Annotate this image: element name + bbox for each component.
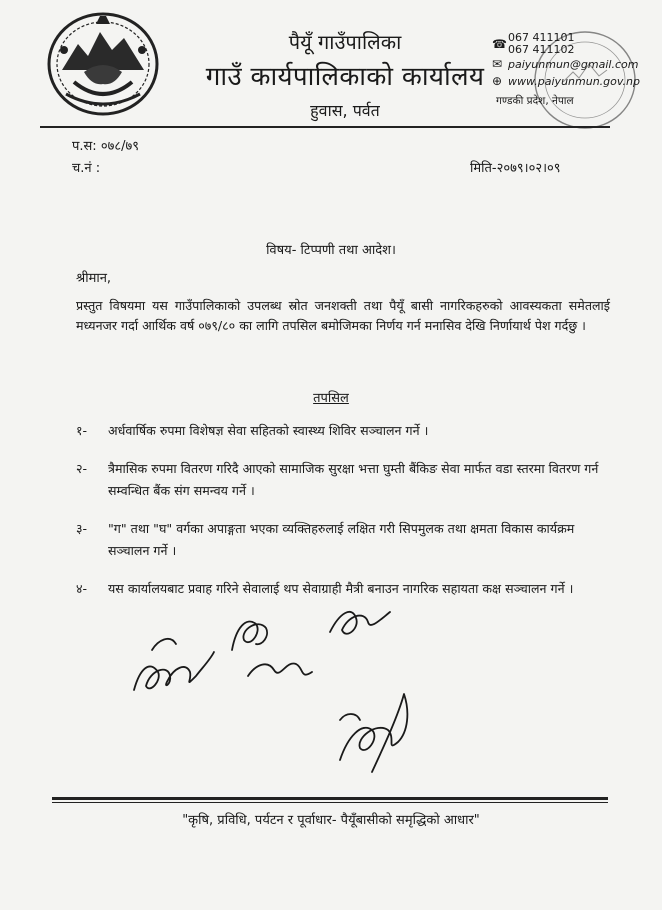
list-item <box>76 458 610 502</box>
salutation: श्रीमान, <box>76 271 112 286</box>
phone-number-2: 067 411102 <box>508 43 575 56</box>
contact-block <box>492 32 652 110</box>
dispatch-number: च.नं : <box>72 161 101 176</box>
province-label: गण्डकी प्रदेश, नेपाल <box>496 95 574 107</box>
details-heading: तपसिल <box>313 391 349 406</box>
letter-body: प्रस्तुत विषयमा यस गाउँपालिकाको उपलब्ध स्रोत जनशक्ती तथा पैयूँ बासी नागरिकहरुको आवस्यकता समेतलाई मध्यनजर गर्दा आर्थिक वर्ष ०७९/८० का लागि तपसिल बमोजिमका निर्णय गर्न मनासिव देखि निर्णायार्थ पेश गर्दछु । <box>76 298 610 333</box>
phone-icon: ☎ <box>492 36 507 51</box>
list-item <box>76 420 610 442</box>
email-address: paiyunmun@gmail.com <box>508 58 639 71</box>
item-number: ३- <box>76 521 88 536</box>
phone-number-1: 067 411101 <box>508 31 575 44</box>
footer-motto: "कृषि, प्रविधि, पर्यटन र पूर्वाधार- पैयूँबासीको समृद्धिको आधार" <box>182 813 480 828</box>
letter-date: मिति-२०७९।०२।०९ <box>470 161 561 176</box>
item-number: २- <box>76 461 88 476</box>
mail-icon: ✉ <box>492 57 503 71</box>
item-text: "ग" तथा "घ" वर्गका अपाङ्गता भएका व्यक्तिहरुलाई लक्षित गरी सिपमुलक तथा क्षमता विकास कार्यक्रम सञ्चालन गर्ने । <box>108 521 575 558</box>
municipality-name: पैयूँ गाउँपालिका <box>288 30 402 54</box>
office-name: गाउँ कार्यपालिकाको कार्यालय <box>205 62 485 92</box>
list-item <box>76 518 610 562</box>
nepal-emblem-logo <box>44 10 162 122</box>
signature-4 <box>340 694 407 772</box>
signature-1 <box>134 652 214 690</box>
office-header <box>195 28 495 121</box>
list-item <box>76 578 610 600</box>
footer-divider-thin <box>52 802 608 803</box>
globe-icon: ⊕ <box>492 74 503 88</box>
item-text: अर्धवार्षिक रुपमा विशेषज्ञ सेवा सहितको स्वास्थ्य शिविर सञ्चालन गर्ने । <box>108 423 429 438</box>
item-number: १- <box>76 423 88 438</box>
signature-2 <box>232 622 267 650</box>
office-address: हुवास, पर्वत <box>310 101 380 120</box>
letter-subject: विषय- टिप्पणी तथा आदेश। <box>266 243 396 258</box>
item-number: ४- <box>76 581 88 596</box>
decision-list <box>76 420 610 616</box>
header-divider <box>40 126 610 128</box>
item-text: यस कार्यालयबाट प्रवाह गरिने सेवालाई थप सेवाग्राही मैत्री बनाउन नागरिक सहायता कक्ष सञ्चालन गर्ने । <box>108 581 574 596</box>
item-text: त्रैमासिक रुपमा वितरण गरिदै आएको सामाजिक सुरक्षा भत्ता घुम्ती बैंकिङ सेवा मार्फत वडा स्तरमा वितरण गर्न सम्वन्धित बैंक संग समन्वय गर्ने । <box>108 461 599 498</box>
reference-number: प.स: ०७८/७९ <box>72 139 139 154</box>
footer-divider <box>52 797 608 800</box>
website-address: www.paiyunmun.gov.np <box>508 75 640 88</box>
